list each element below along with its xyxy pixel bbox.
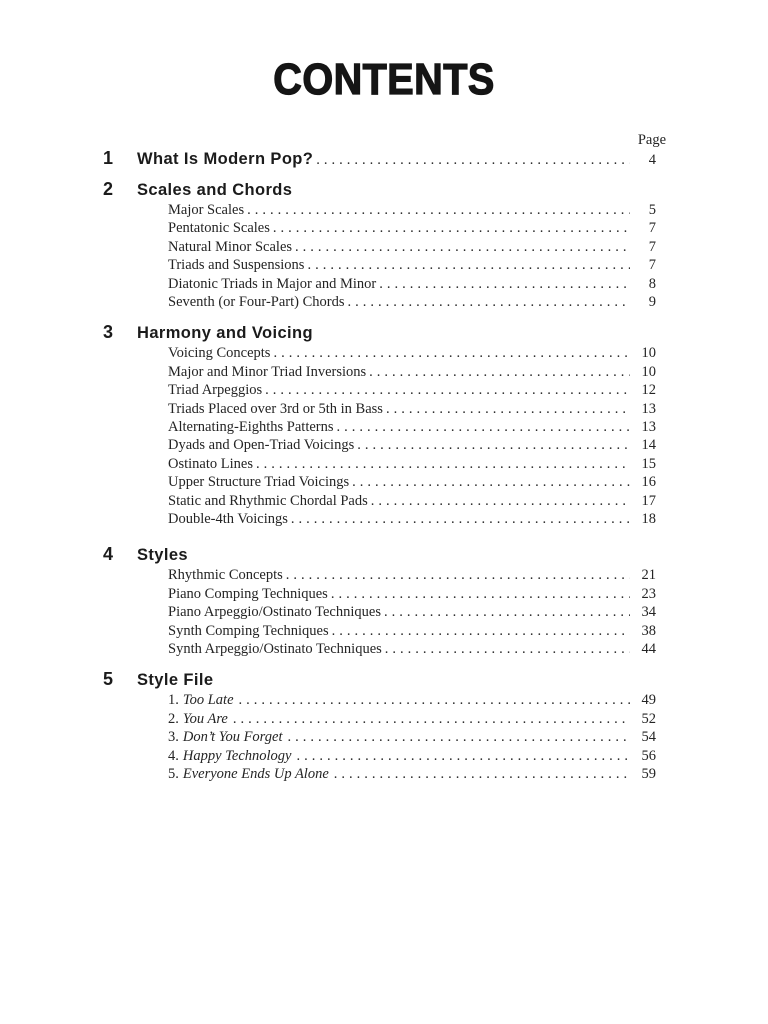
entry-page-number: 38	[641, 622, 656, 639]
toc-entry	[168, 363, 656, 381]
entry-prefix: 4.	[168, 747, 179, 764]
toc-entry	[168, 585, 656, 603]
dot-leader	[295, 238, 630, 256]
toc-entry	[168, 765, 656, 783]
toc-entry	[168, 418, 656, 436]
entry-label: Dyads and Open-Triad Voicings	[168, 437, 355, 454]
dot-leader	[357, 436, 630, 454]
toc-entry	[168, 566, 656, 584]
entry-page-number: 44	[641, 641, 656, 658]
toc-entry	[168, 436, 656, 454]
chapter-heading	[103, 180, 656, 200]
entry-page-number: 5	[648, 201, 656, 218]
entry-page-number: 17	[641, 492, 656, 509]
entry-page-number: 23	[641, 585, 656, 602]
entry-list	[168, 344, 656, 528]
entry-label: Upper Structure Triad Voicings	[168, 474, 350, 491]
toc-entry	[168, 510, 656, 528]
dot-leader	[288, 728, 630, 746]
entry-label: Alternating-Eighths Patterns	[168, 419, 334, 435]
dot-leader	[291, 510, 630, 528]
toc-entry	[168, 691, 656, 709]
entry-page-number: 54	[641, 729, 656, 746]
entry-page-number: 34	[641, 604, 656, 621]
entry-page-number: 13	[641, 419, 656, 435]
chapter-title: Harmony and Voicing	[137, 324, 313, 343]
dot-leader	[386, 400, 630, 418]
chapter-page-number: 4	[648, 151, 656, 168]
entry-label: Don’t You Forget	[182, 729, 283, 746]
chapter-section	[0, 545, 768, 658]
entry-prefix: 3.	[168, 729, 179, 746]
toc-entry	[168, 256, 656, 274]
dot-leader	[352, 473, 630, 491]
entry-page-number: 52	[641, 710, 656, 727]
entry-label: Synth Arpeggio/Ostinato Techniques	[168, 641, 382, 658]
toc-entry	[168, 622, 656, 640]
toc	[0, 149, 768, 784]
dot-leader	[332, 622, 630, 640]
entry-label: Major Scales	[168, 201, 245, 218]
entry-label: Happy Technology	[182, 747, 292, 764]
dot-leader	[334, 765, 630, 783]
entry-label: You Are	[182, 710, 228, 727]
dot-leader	[286, 566, 630, 584]
toc-entry	[168, 640, 656, 658]
entry-label: Ostinato Lines	[168, 455, 253, 472]
entry-label: Everyone Ends Up Alone	[182, 766, 329, 783]
toc-entry	[168, 473, 656, 491]
chapter-section	[0, 670, 768, 783]
entry-prefix: 2.	[168, 710, 179, 727]
dot-leader	[233, 710, 630, 728]
toc-entry	[168, 603, 656, 621]
entry-page-number: 21	[641, 567, 656, 584]
dot-leader	[247, 201, 630, 219]
dot-leader	[239, 691, 630, 709]
entry-page-number: 12	[641, 382, 656, 399]
entry-page-number: 10	[641, 363, 656, 380]
entry-label: Static and Rhythmic Chordal Pads	[168, 492, 368, 509]
chapter-heading	[103, 670, 656, 690]
entry-label: Triad Arpeggios	[168, 382, 263, 399]
entry-label: Pentatonic Scales	[168, 220, 270, 237]
entry-label: Too Late	[182, 692, 234, 709]
dot-leader	[348, 293, 630, 311]
dot-leader	[296, 747, 630, 765]
entry-page-number: 10	[641, 345, 656, 362]
dot-leader	[331, 585, 630, 603]
entry-label: Piano Comping Techniques	[168, 585, 328, 602]
chapter-number: 1	[103, 147, 114, 168]
toc-entry	[168, 238, 656, 256]
chapter-section	[0, 180, 768, 311]
chapter-title: Scales and Chords	[137, 180, 293, 199]
entry-page-number: 15	[641, 455, 656, 472]
entry-label: Natural Minor Scales	[168, 238, 293, 255]
chapter-number: 5	[103, 669, 114, 690]
chapter-number: 3	[103, 322, 114, 343]
entry-prefix: 5.	[168, 766, 179, 783]
page-title: CONTENTS	[273, 55, 495, 105]
entry-page-number: 14	[641, 437, 656, 454]
chapter-title: Styles	[137, 546, 189, 565]
entry-label: Seventh (or Four-Part) Chords	[168, 293, 345, 310]
dot-leader	[384, 603, 630, 621]
dot-leader	[337, 418, 630, 436]
chapter-heading	[103, 545, 656, 565]
dot-leader	[307, 256, 630, 274]
entry-page-number: 16	[641, 474, 656, 491]
toc-entry	[168, 400, 656, 418]
chapter-title: What Is Modern Pop?	[137, 149, 314, 168]
entry-page-number: 59	[641, 766, 656, 783]
toc-entry	[168, 728, 656, 746]
entry-label: Double-4th Voicings	[168, 511, 288, 528]
entry-list	[168, 566, 656, 658]
entry-prefix: 1.	[168, 692, 179, 709]
entry-page-number: 56	[641, 747, 656, 764]
toc-entry	[168, 381, 656, 399]
dot-leader	[273, 344, 630, 362]
chapter-title: Style File	[137, 671, 214, 690]
entry-label: Rhythmic Concepts	[168, 567, 283, 584]
dot-leader	[316, 151, 630, 170]
dot-leader	[369, 363, 630, 381]
entry-list	[168, 201, 656, 311]
toc-entry	[168, 710, 656, 728]
entry-page-number: 7	[648, 220, 656, 237]
chapter-number: 2	[103, 178, 114, 199]
toc-entry	[168, 747, 656, 765]
toc-entry	[168, 219, 656, 237]
entry-label: Major and Minor Triad Inversions	[168, 363, 367, 380]
entry-label: Triads Placed over 3rd or 5th in Bass	[168, 400, 383, 417]
chapter-heading	[103, 149, 656, 170]
entry-page-number: 13	[641, 400, 656, 417]
entry-page-number: 49	[641, 692, 656, 709]
dot-leader	[273, 219, 630, 237]
chapter-number: 4	[103, 544, 114, 565]
entry-label: Synth Comping Techniques	[168, 622, 329, 639]
toc-entry	[168, 293, 656, 311]
dot-leader	[256, 455, 630, 473]
toc-entry	[168, 344, 656, 362]
dot-leader	[379, 275, 630, 293]
toc-entry	[168, 201, 656, 219]
entry-page-number: 7	[648, 257, 656, 274]
dot-leader	[265, 381, 630, 399]
dot-leader	[371, 492, 630, 510]
entry-page-number: 8	[648, 275, 656, 292]
entry-label: Piano Arpeggio/Ostinato Techniques	[168, 604, 381, 621]
entry-page-number: 18	[641, 511, 656, 528]
dot-leader	[385, 640, 630, 658]
page-column-label: Page	[637, 131, 666, 148]
entry-page-number: 9	[648, 293, 656, 310]
entry-page-number: 7	[648, 238, 656, 255]
chapter-section	[0, 149, 768, 170]
toc-entry	[168, 455, 656, 473]
entry-label: Diatonic Triads in Major and Minor	[168, 275, 377, 292]
toc-entry	[168, 275, 656, 293]
entry-label: Triads and Suspensions	[168, 257, 305, 274]
chapter-heading	[103, 323, 656, 343]
chapter-section	[0, 323, 768, 528]
entry-list	[168, 691, 656, 783]
entry-label: Voicing Concepts	[168, 345, 271, 362]
toc-entry	[168, 492, 656, 510]
